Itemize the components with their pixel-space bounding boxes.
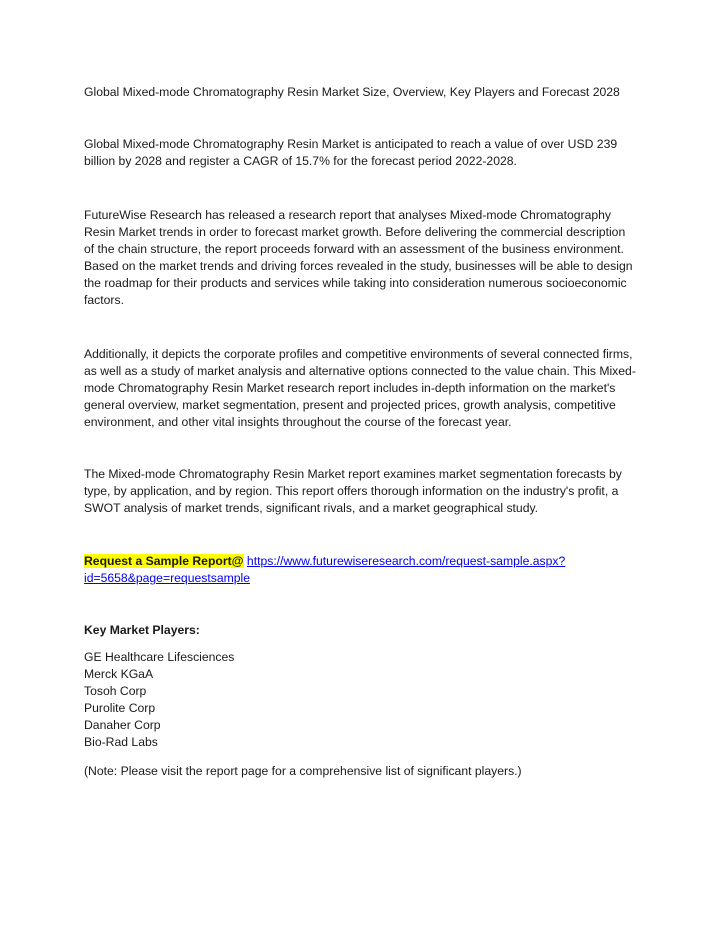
list-item: GE Healthcare Lifesciences (84, 650, 235, 664)
players-note: (Note: Please visit the report page for a comprehensive list of significant players.) (84, 764, 522, 778)
segmentation-paragraph: The Mixed-mode Chromatography Resin Market report examines market segmentation forecasts by type, by application, and by region. This report offers thorough information on the industry's profit, a SWOT analysis of market trends, significant rivals, and a market geographical study. (84, 467, 622, 515)
key-players-heading: Key Market Players: (84, 623, 200, 637)
list-item: Tosoh Corp (84, 684, 147, 698)
list-item: Danaher Corp (84, 718, 161, 732)
research-paragraph: FutureWise Research has released a research report that analyses Mixed-mode Chromatography Resin Market trends in order to forecast market growth. Before delivering the commercial description of the chain structure, the report proceeds forward with an assessment of the business environment. Based on the market trends and driving forces revealed in the study, businesses will be able to design the roadmap for their products and services while taking into consideration numerous socioeconomic factors. (84, 208, 633, 307)
key-players-list (84, 649, 636, 751)
profiles-paragraph: Additionally, it depicts the corporate profiles and competitive environments of several connected firms, as well as a study of market analysis and alternative options connected to the value chain. This Mixed-mode Chromatography Resin Market research report includes in-depth information on the market's general overview, market segmentation, present and projected prices, growth analysis, competitive environment, and other vital insights throughout the course of the forecast year. (84, 347, 636, 429)
document-title: Global Mixed-mode Chromatography Resin Market Size, Overview, Key Players and Forecast 2028 (84, 85, 620, 99)
list-item: Merck KGaA (84, 667, 154, 681)
sample-request-link[interactable]: https://www.futurewiseresearch.com/request-sample.aspx?id=5658&page=requestsample (84, 554, 566, 585)
list-item: Purolite Corp (84, 701, 156, 715)
intro-paragraph: Global Mixed-mode Chromatography Resin Market is anticipated to reach a value of over USD 239 billion by 2028 and register a CAGR of 15.7% for the forecast period 2022-2028. (84, 137, 618, 168)
sample-request (84, 553, 636, 587)
list-item: Bio-Rad Labs (84, 735, 158, 749)
sample-request-label: Request a Sample Report@ (84, 554, 244, 568)
